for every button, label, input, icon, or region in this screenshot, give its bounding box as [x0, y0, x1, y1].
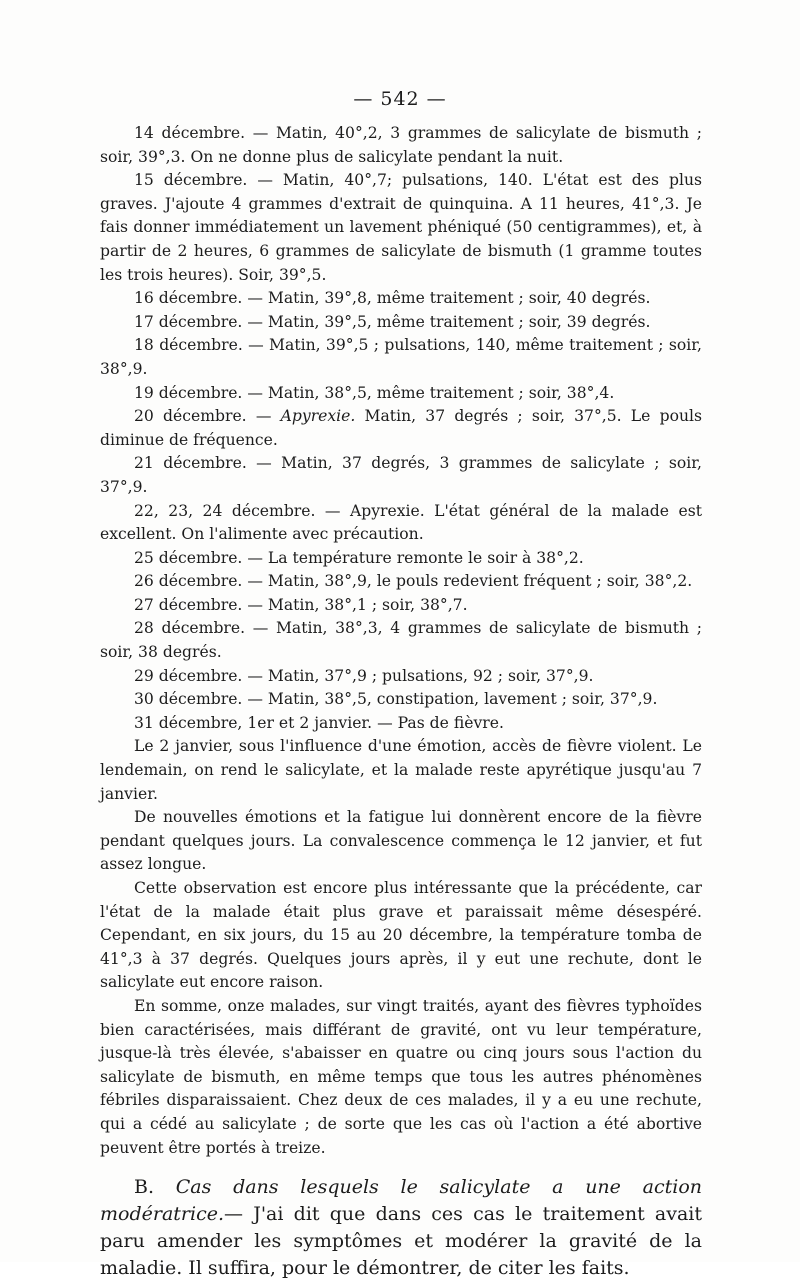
section-dash: —	[224, 1203, 243, 1226]
section-label: B.	[134, 1176, 155, 1199]
entry-28-decembre: 28 décembre. — Matin, 38°,3, 4 grammes de salicylate de bismuth ; soir, 38 degrés.	[100, 619, 702, 662]
entry-20-lead: 20 décembre. —	[134, 407, 281, 426]
entry-20-decembre	[100, 405, 702, 452]
entry-20-apyrexie: Apyrexie.	[280, 407, 356, 426]
entry-14-decembre: 14 décembre. — Matin, 40°,2, 3 grammes de salicylate de bismuth ; soir, 39°,3. On ne donne plus de salicylate pendant la nuit.	[100, 124, 702, 166]
section-body: J'ai dit que dans ces cas le traitement avait paru amender les symptômes et modérer la gravité de la maladie. Il suffira, pour le démontrer, de citer les faits.	[100, 1203, 703, 1280]
entry-22-24-decembre: 22, 23, 24 décembre. — Apyrexie. L'état général de la malade est excellent. On l'alimente avec précaution.	[100, 501, 702, 544]
paragraph-en-somme: En somme, onze malades, sur vingt traités, ayant des fièvres typhoïdes bien caractérisées, mais différant de gravité, ont vu leur température, jusque-là très élevée, s'abaisser en quatre ou cinq jours sous l'action du salicylate de bismuth, en même temps que tous les autres phénomènes fébriles disparaissaient. Chez deux de ces malades, il y a eu une rechute, qui a cédé au salicylate ; de sorte que les cas où l'action a été abortive peuvent être portés à treize.	[100, 996, 702, 1157]
paragraph-rechute: Le 2 janvier, sous l'influence d'une émotion, accès de fièvre violent. Le lendemain, on rend le salicylate, et la malade reste apyrétique jusqu'au 7 janvier.	[100, 737, 702, 803]
page-number: — 542 —	[353, 88, 447, 110]
entry-21-decembre: 21 décembre. — Matin, 37 degrés, 3 grammes de salicylate ; soir, 37°,9.	[100, 454, 702, 496]
entry-29-decembre: 29 décembre. — Matin, 37°,9 ; pulsations, 92 ; soir, 37°,9.	[134, 666, 594, 685]
paragraph-observation: Cette observation est encore plus intéressante que la précédente, car l'état de la malade était plus grave et paraissait même désespéré. Cependant, en six jours, du 15 au 20 décembre, la température tomba de 41°,3 à 37 degrés. Quelques jours après, il y eut une rechute, dont le salicylate eut encore raison.	[100, 879, 702, 992]
entry-17-decembre: 17 décembre. — Matin, 39°,5, même traitement ; soir, 39 degrés.	[134, 312, 651, 331]
page-body	[100, 122, 702, 1282]
section-title: Cas dans lesquels le salicylate a une action modératrice.	[100, 1176, 702, 1226]
entry-15-decembre: 15 décembre. — Matin, 40°,7; pulsations, 140. L'état est des plus graves. J'ajoute 4 grammes d'extrait de quinquina. A 11 heures, 41°,3. Je fais donner immédiatement un lavement phéniqué (50 centigrammes), et, à partir de 2 heures, 6 grammes de salicylate de bismuth (1 gramme toutes les trois heures). Soir, 39°,5.	[100, 171, 702, 284]
section-b	[100, 1174, 702, 1282]
entry-26-decembre: 26 décembre. — Matin, 38°,9, le pouls redevient fréquent ; soir, 38°,2.	[134, 572, 693, 591]
entry-30-decembre: 30 décembre. — Matin, 38°,5, constipation, lavement ; soir, 37°,9.	[134, 690, 658, 709]
paragraph-convalescence: De nouvelles émotions et la fatigue lui donnèrent encore de la fièvre pendant quelques jours. La convalescence commença le 12 janvier, et fut assez longue.	[100, 808, 702, 874]
entry-19-decembre: 19 décembre. — Matin, 38°,5, même traitement ; soir, 38°,4.	[134, 383, 615, 402]
entry-18-decembre: 18 décembre. — Matin, 39°,5 ; pulsations, 140, même traitement ; soir, 38°,9.	[100, 336, 702, 378]
entry-31-decembre: 31 décembre, 1er et 2 janvier. — Pas de fièvre.	[134, 713, 504, 732]
entry-25-decembre: 25 décembre. — La température remonte le soir à 38°,2.	[134, 548, 584, 567]
entry-20-rest: Matin, 37 degrés ; soir, 37°,5. Le pouls diminue de fréquence.	[100, 407, 703, 449]
entry-27-decembre: 27 décembre. — Matin, 38°,1 ; soir, 38°,7.	[134, 595, 468, 614]
entry-16-decembre: 16 décembre. — Matin, 39°,8, même traitement ; soir, 40 degrés.	[134, 289, 651, 308]
section-spacer	[100, 1160, 702, 1174]
